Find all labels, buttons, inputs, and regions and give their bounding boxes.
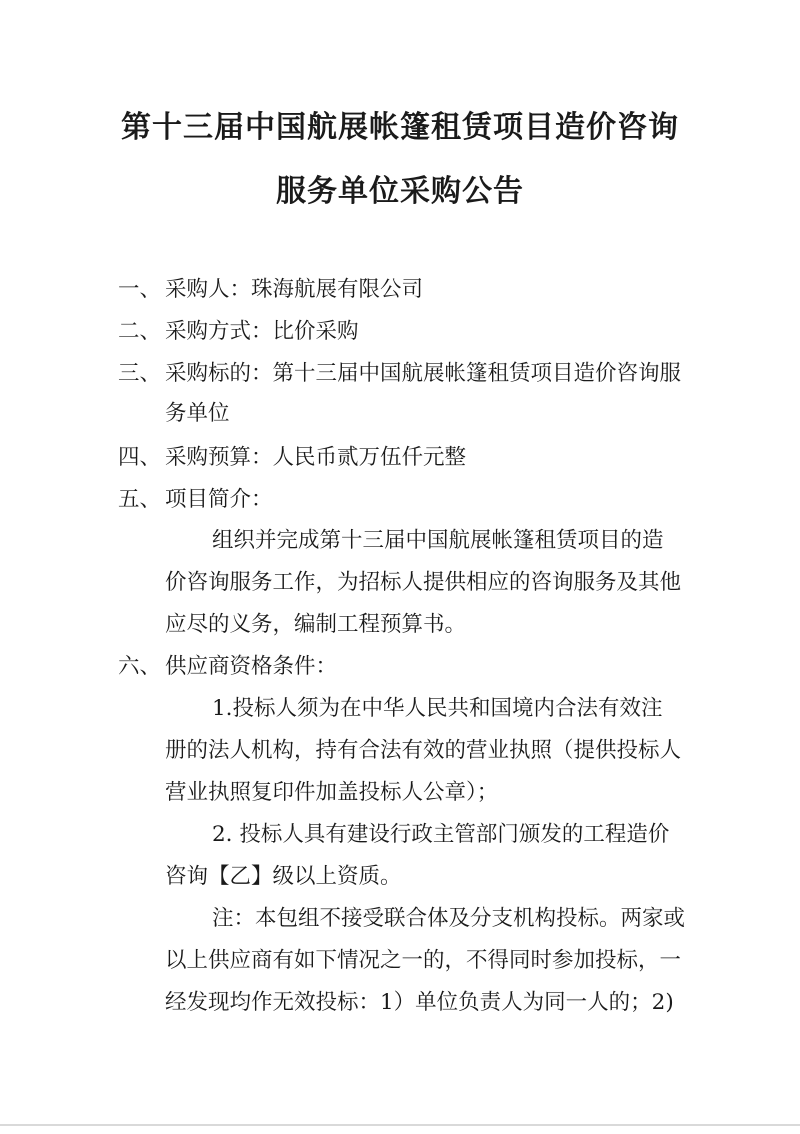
section-5-marker: 五、: [118, 487, 162, 512]
qualification-1-line-2: 册的法人机构，持有合法有效的营业执照（提供投标人: [165, 738, 682, 763]
note-line-2: 以上供应商有如下情况之一的，不得同时参加投标，一: [165, 948, 682, 973]
note-line-3: 经发现均作无效投标：1）单位负责人为同一人的；2): [165, 990, 674, 1015]
section-4-marker: 四、: [118, 445, 162, 470]
section-5-text: 项目简介：: [165, 487, 273, 512]
qualification-2-line-2: 咨询【乙】级以上资质。: [165, 864, 402, 889]
section-3-text: 采购标的：第十三届中国航展帐篷租赁项目造价咨询服: [165, 361, 682, 386]
page-bottom-edge: [0, 1124, 800, 1126]
note-line-1: 注：本包组不接受联合体及分支机构投标。两家或: [212, 906, 686, 931]
project-intro-line-1: 组织并完成第十三届中国航展帐篷租赁项目的造: [212, 528, 664, 553]
section-1-marker: 一、: [118, 277, 162, 302]
qualification-2-line-1: 2. 投标人具有建设行政主管部门颁发的工程造价: [212, 822, 670, 847]
qualification-1-line-3: 营业执照复印件加盖投标人公章）；: [165, 780, 499, 805]
section-6-marker: 六、: [118, 654, 162, 679]
project-intro-line-2: 价咨询服务工作，为招标人提供相应的咨询服务及其他: [165, 570, 682, 595]
section-3-marker: 三、: [118, 361, 162, 386]
section-2-marker: 二、: [118, 319, 162, 344]
section-1-text: 采购人：珠海航展有限公司: [165, 277, 424, 302]
section-3-continuation: 务单位: [165, 401, 230, 426]
document-title-line-2: 服务单位采购公告: [276, 174, 524, 209]
section-2-text: 采购方式：比价采购: [165, 319, 359, 344]
section-4-text: 采购预算：人民币贰万伍仟元整: [165, 445, 467, 470]
document-title-line-1: 第十三届中国航展帐篷租赁项目造价咨询: [121, 110, 679, 145]
project-intro-line-3: 应尽的义务，编制工程预算书。: [165, 612, 467, 637]
section-6-text: 供应商资格条件：: [165, 654, 338, 679]
qualification-1-line-1: 1.投标人须为在中华人民共和国境内合法有效注: [212, 696, 663, 721]
